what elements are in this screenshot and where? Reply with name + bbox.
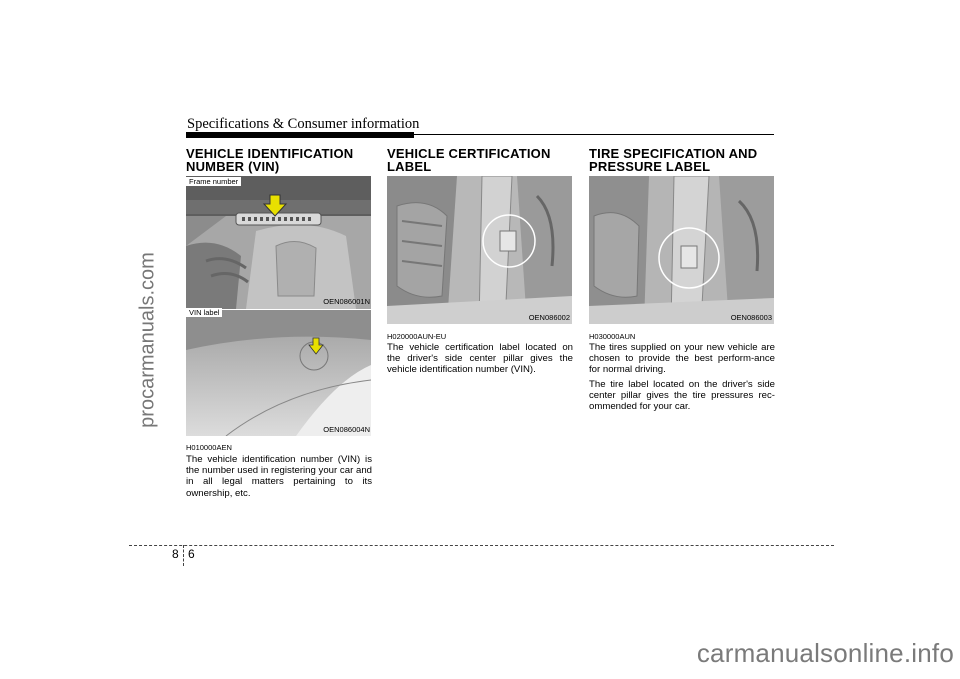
tire-heading: TIRE SPECIFICATION AND PRESSURE LABEL (589, 146, 758, 174)
vin-paragraph: The vehicle identification number (VIN) is the number used in registering your car and in all legal matters pertaining to its ownership, etc. (186, 454, 372, 499)
header-bar (186, 132, 414, 138)
vin-label-tag: VIN label (186, 308, 222, 317)
header-rule (414, 134, 774, 135)
cert-paragraph: The vehicle certification label located on the driver's side center pillar gives the vehicle identification number (VIN). (387, 342, 573, 376)
vin-code: H010000AEN (186, 443, 232, 452)
frame-number-label: Frame number (186, 177, 241, 186)
page-header-title: Specifications & Consumer information (187, 116, 420, 132)
bottom-watermark: carmanualsonline.info (696, 638, 954, 668)
side-watermark: procarmanuals.com (136, 252, 159, 428)
tire-paragraphs: The tires supplied on your new vehicle are chosen to provide the best perform-ance for normal driving. The tire label located on the driver's side center pillar gives the tire pressures rec-ommended for your car. (589, 342, 775, 413)
tire-image-ref: OEN086003 (730, 313, 772, 322)
footer-rule (129, 545, 834, 546)
page-number-separator (183, 545, 184, 566)
cert-image-ref: OEN086002 (528, 313, 570, 322)
cert-label-image (387, 176, 572, 324)
vin-label-image (186, 310, 371, 436)
tire-code: H030000AUN (589, 332, 636, 341)
tire-label-image (589, 176, 774, 324)
chapter-number: 8 (172, 547, 179, 561)
vin-image-ref: OEN086004N (323, 425, 370, 434)
frame-number-image (186, 176, 371, 309)
page-number: 6 (188, 547, 195, 561)
frame-image-ref: OEN086001N (323, 297, 370, 306)
vin-heading: VEHICLE IDENTIFICATION NUMBER (VIN) (186, 146, 354, 174)
cert-code: H020000AUN-EU (387, 332, 447, 341)
cert-heading: VEHICLE CERTIFICATION LABEL (387, 146, 551, 174)
